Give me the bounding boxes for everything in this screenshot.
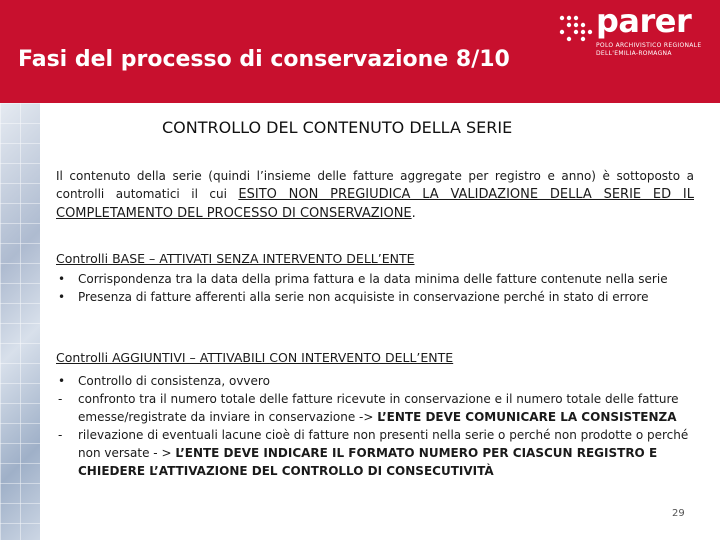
base-controls-list — [56, 270, 696, 306]
list-item-emphasis: L’ENTE DEVE COMUNICARE LA CONSISTENZA — [377, 410, 677, 424]
list-item-text: Presenza di fatture afferenti alla serie non acquisiste in conservazione perché in stato di errore — [78, 290, 649, 304]
bullet-marker: • — [58, 374, 66, 388]
extra-controls-list — [56, 372, 696, 480]
intro-emphasis: ESITO NON PREGIUDICA LA VALIDAZIONE DELLA SERIE ED IL COMPLETAMENTO DEL PROCESSO DI CONSERVAZIONE — [56, 187, 694, 221]
list-item-text: rilevazione di eventuali lacune cioè di fatture non presenti nella serie o perché non prodotte o perché non versate - > — [78, 428, 689, 460]
page-number: 29 — [672, 508, 685, 519]
logo-wordmark: parer — [596, 2, 692, 40]
intro-end: . — [411, 206, 416, 221]
list-item — [56, 270, 696, 288]
bullet-marker: • — [58, 272, 66, 286]
list-item — [56, 288, 696, 306]
logo-subtitle-2: DELL'EMILIA-ROMAGNA — [596, 50, 672, 57]
list-item-text: Corrispondenza tra la data della prima fattura e la data minima delle fatture contenute nella serie — [78, 272, 668, 286]
side-tiles-pattern — [0, 103, 40, 540]
bullet-marker: • — [58, 290, 66, 304]
extra-controls-heading: Controlli AGGIUNTIVI – ATTIVABILI CON INTERVENTO DELL’ENTE — [56, 350, 454, 365]
dash-marker: - — [58, 392, 63, 406]
list-item — [56, 426, 696, 480]
parer-logo — [556, 2, 716, 60]
section-subtitle: CONTROLLO DEL CONTENUTO DELLA SERIE — [162, 118, 513, 137]
slide-content — [56, 112, 696, 512]
list-item — [56, 372, 696, 390]
slide-title: Fasi del processo di conservazione 8/10 — [18, 47, 510, 72]
list-item-emphasis: L’ENTE DEVE INDICARE IL FORMATO NUMERO PER CIASCUN REGISTRO E CHIEDERE L’ATTIVAZIONE DEL CONTROLLO DI CONSECUTIVITÀ — [78, 446, 658, 478]
intro-paragraph — [56, 167, 694, 223]
logo-subtitle-1: POLO ARCHIVISTICO REGIONALE — [596, 42, 702, 49]
base-controls-heading: Controlli BASE – ATTIVATI SENZA INTERVENTO DELL’ENTE — [56, 251, 415, 266]
list-item — [56, 390, 696, 426]
dash-marker: - — [58, 428, 63, 442]
list-item-text: Controllo di consistenza, ovvero — [78, 374, 270, 388]
list-item-text: confronto tra il numero totale delle fatture ricevute in conservazione e il numero totale delle fatture emesse/registrate da inviare in conservazione -> — [78, 392, 679, 424]
dots-icon — [556, 12, 596, 52]
intro-text: Il contenuto della serie (quindi l’insieme delle fatture aggregate per registro e anno) è sottoposto a controlli automatici il cui — [56, 169, 694, 201]
